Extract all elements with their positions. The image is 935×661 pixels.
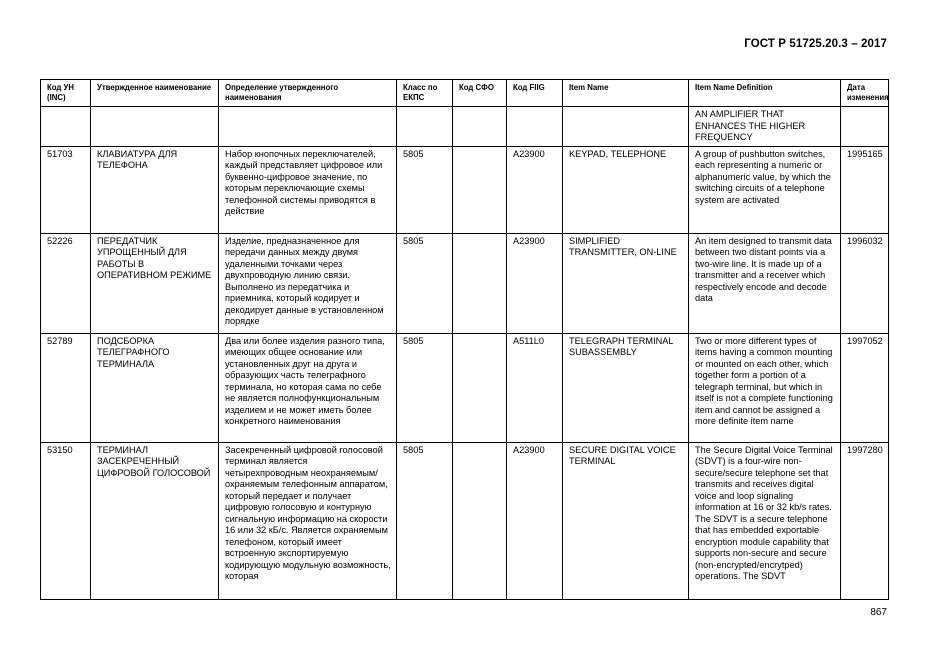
- table-row-continuation: [41, 107, 889, 147]
- cell-inc: 52226: [41, 233, 91, 333]
- cell-item-name: SECURE DIGITAL VOICE TERMINAL: [563, 442, 689, 599]
- cell-sfo-code: [453, 333, 507, 442]
- cell-date: 1997280: [841, 442, 889, 599]
- cell-name-ru: ТЕРМИНАЛ ЗАСЕКРЕЧЕННЫЙ ЦИФРОВОЙ ГОЛОСОВОЙ: [91, 442, 219, 599]
- cell-sfo-code: [453, 442, 507, 599]
- cell-inc: 51703: [41, 146, 91, 233]
- document-designation: ГОСТ Р 51725.20.3 – 2017: [744, 38, 887, 50]
- table-row: [41, 442, 889, 599]
- table-row: [41, 333, 889, 442]
- column-header-item-name-definition: Item Name Definition: [689, 80, 841, 107]
- cell-definition-ru: Два или более изделия разного типа, имеющих общее основание или установленных друг на друга и образующих часть телеграфного терминала, но которая сама по себе не является полнофункциональным изделием и не может иметь более конкретного наименования: [219, 333, 397, 442]
- cell-inc: 53150: [41, 442, 91, 599]
- cell-definition-ru: Набор кнопочных переключателей, каждый представляет цифровое или буквенно-цифровое значение, по которым переключающие схемы телефонной системы приводятся в действие: [219, 146, 397, 233]
- cell-date: 1995165: [841, 146, 889, 233]
- cell-item-name-definition: The Secure Digital Voice Terminal (SDVT) is a four-wire non-secure/secure telephone set that transmits and receives digital voice and loop signaling information at 16 or 32 kb/s rates. The SDVT is a secure telephone that has embedded exportable encryption module capability that supports non-secure and secure (non-encrypted/encrytped) operations. The SDVT: [689, 442, 841, 599]
- cell-fiig-code: A511L0: [507, 333, 563, 442]
- cell-date: 1996032: [841, 233, 889, 333]
- column-header-definition-ru: Определение утвержденного наименования: [219, 80, 397, 107]
- cell-name-ru: КЛАВИАТУРА ДЛЯ ТЕЛЕФОНА: [91, 146, 219, 233]
- cell-ekps-class: 5805: [397, 146, 453, 233]
- cell-name-ru: ПЕРЕДАТЧИК УПРОЩЕННЫЙ ДЛЯ РАБОТЫ В ОПЕРАТИВНОМ РЕЖИМЕ: [91, 233, 219, 333]
- cell-ekps-class: 5805: [397, 333, 453, 442]
- page-number: 867: [870, 607, 887, 618]
- cell-inc: 52789: [41, 333, 91, 442]
- column-header-sfo-code: Код СФО: [453, 80, 507, 107]
- cell-definition-ru: Засекреченный цифровой голосовой терминал является четырехпроводным неохраняемым/охраняемым телефонным аппаратом, который передает и получает цифровую голосовую и контурную сигнальную информацию на скорости 16 или 32 кБ/с. Является охраняемым телефоном, который имеет встроенную экспортируемую кодирующую модульную возможность, которая: [219, 442, 397, 599]
- table-header-row: [41, 80, 889, 107]
- column-header-date: Дата изменения: [841, 80, 889, 107]
- column-header-ekps-class: Класс по ЕКПС: [397, 80, 453, 107]
- cell-ekps-class: 5805: [397, 233, 453, 333]
- cell-fiig-code: A23900: [507, 146, 563, 233]
- cell-date: 1997052: [841, 333, 889, 442]
- catalog-table: [40, 79, 889, 600]
- cell-item-name-definition: An item designed to transmit data between two distant points via a two-wire line. It is made up of a transmitter and a receiver which respectively encode and decode data: [689, 233, 841, 333]
- cell-definition-ru: Изделие, предназначенное для передачи данных между двумя удаленными точками через двухпроводную линию связи. Выполнено из передатчика и приемника, который кодирует и декодирует данные в установленном порядке: [219, 233, 397, 333]
- cell-sfo-code: [453, 233, 507, 333]
- cell-item-name: KEYPAD, TELEPHONE: [563, 146, 689, 233]
- cell-item-name-definition: Two or more different types of items having a common mounting or mounted on each other, which together form a portion of a telegraph terminal, but which in itself is not a complete functioning item and cannot be assigned a more definite item name: [689, 333, 841, 442]
- cell-ekps-class: 5805: [397, 442, 453, 599]
- cell-fiig-code: A23900: [507, 233, 563, 333]
- table-row: [41, 146, 889, 233]
- cell-item-name-definition: AN AMPLIFIER THAT ENHANCES THE HIGHER FREQUENCY: [689, 107, 841, 147]
- cell-name-ru: ПОДСБОРКА ТЕЛЕГРАФНОГО ТЕРМИНАЛА: [91, 333, 219, 442]
- cell-sfo-code: [453, 146, 507, 233]
- column-header-inc: Код УН (INC): [41, 80, 91, 107]
- cell-item-name: TELEGRAPH TERMINAL SUBASSEMBLY: [563, 333, 689, 442]
- cell-fiig-code: A23900: [507, 442, 563, 599]
- cell-item-name-definition: A group of pushbutton switches, each representing a numeric or alphanumeric value, by which the switching circuits of a telephone system are activated: [689, 146, 841, 233]
- column-header-name-ru: Утвержденное наименование: [91, 80, 219, 107]
- column-header-fiig-code: Код FIIG: [507, 80, 563, 107]
- column-header-item-name: Item Name: [563, 80, 689, 107]
- cell-item-name: SIMPLIFIED TRANSMITTER, ON-LINE: [563, 233, 689, 333]
- table-row: [41, 233, 889, 333]
